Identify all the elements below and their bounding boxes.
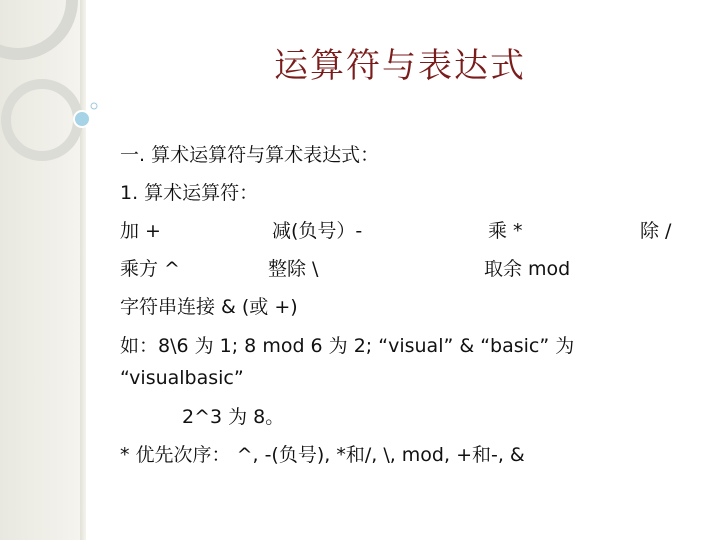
- example-line: 如：8\6 为 1; 8 mod 6 为 2; “visual” & “basic” 为: [120, 335, 575, 357]
- op-divide: 除 /: [640, 220, 672, 242]
- ring-medium: [6, 84, 78, 156]
- op-mod: 取余 mod: [484, 258, 571, 280]
- operators-row-1: [120, 220, 700, 244]
- blue-dot: [74, 111, 90, 127]
- slide-title: 运算符与表达式: [274, 46, 526, 86]
- example-power: 2^3 为 8。: [182, 406, 285, 428]
- op-subtract: 减(负号）-: [272, 220, 363, 242]
- small-dot: [91, 103, 97, 109]
- ring-large: [0, 0, 72, 54]
- subheading-operators: 1. 算术运算符：: [120, 182, 259, 204]
- precedence-order: * 优先次序： ^, -(负号), *和/, \, mod, +和-, &: [120, 444, 525, 466]
- string-concat: 字符串连接 & (或 +): [120, 296, 298, 318]
- example-line-continued: “visualbasic”: [120, 367, 244, 389]
- op-add: 加 +: [120, 220, 161, 242]
- op-multiply: 乘 *: [488, 220, 523, 242]
- decorative-rings: [0, 0, 140, 200]
- op-power: 乘方 ^: [120, 258, 180, 280]
- operators-row-2: [120, 258, 700, 282]
- heading-arithmetic: 一. 算术运算符与算术表达式：: [120, 144, 380, 166]
- op-int-divide: 整除 \: [268, 258, 319, 280]
